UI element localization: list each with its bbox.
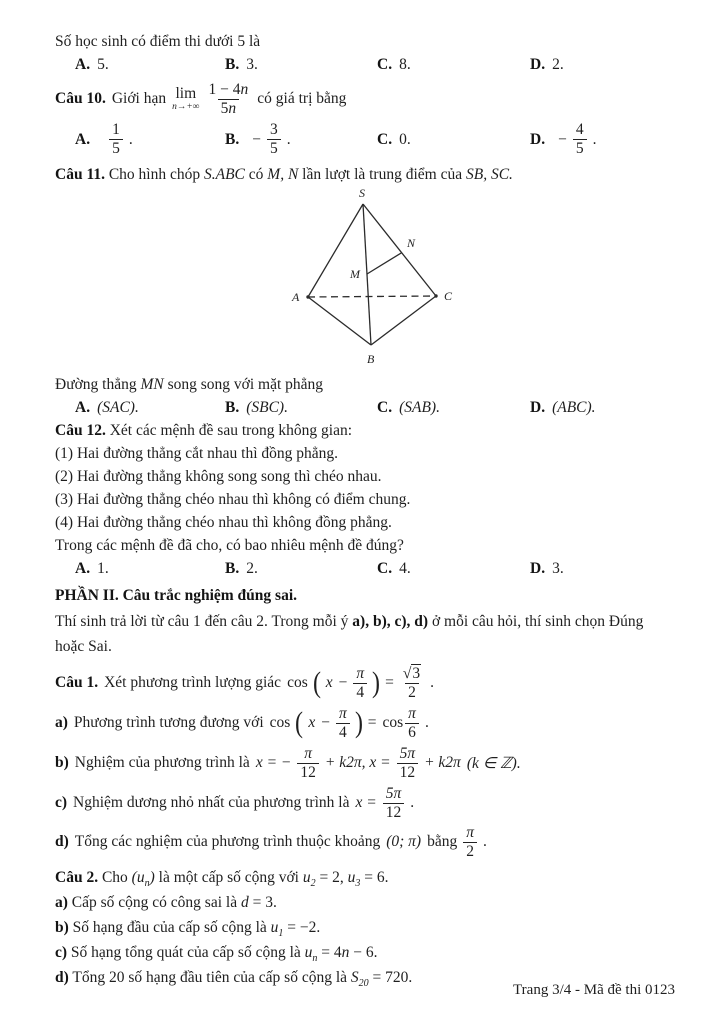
lim-word: lim [175, 84, 197, 102]
text-run: Tổng các nghiệm của phương trình thuộc khoảng [74, 833, 381, 850]
tail: . [410, 794, 415, 811]
limit-expression [172, 86, 199, 113]
option-value: 4. [399, 560, 411, 577]
fraction [397, 745, 419, 781]
cos-word: cos [269, 714, 291, 731]
q9-option-b [225, 53, 377, 76]
q11-option-a [75, 396, 225, 419]
math-var: MN [140, 376, 164, 393]
math-u2 [302, 869, 316, 890]
left-paren: ( [312, 666, 321, 699]
vertex-dot-C [434, 294, 437, 297]
c1-c [55, 783, 675, 823]
edge-SC [363, 204, 436, 296]
option-value: 3. [552, 560, 564, 577]
math-value: = 2, [319, 869, 344, 886]
q11-option-d [530, 396, 675, 419]
c1-a [55, 703, 675, 743]
fraction-denominator: 4 [353, 683, 367, 701]
math-u1 [270, 919, 284, 940]
option-value: 2. [246, 560, 258, 577]
q11-stem2 [55, 373, 675, 396]
fraction-denominator: 2 [463, 842, 477, 860]
fraction [463, 824, 477, 860]
math-var: n [341, 944, 350, 961]
option-letter: C. [377, 130, 393, 148]
fraction-denominator [218, 99, 240, 117]
option-value: 1. [97, 560, 109, 577]
label-A: A [292, 290, 300, 304]
label-N: N [407, 236, 416, 250]
pyramid-figure [287, 186, 457, 368]
item-label: b) [55, 754, 69, 771]
math-un [131, 869, 155, 890]
lim-subscript: n→+∞ [172, 102, 200, 112]
tail: . [592, 130, 597, 148]
right-paren: ) [354, 706, 363, 739]
cos-word: cos [287, 674, 308, 691]
math-text: u [270, 919, 279, 936]
fraction [573, 121, 587, 157]
text-run: Số hạng tổng quát của cấp số cộng là [70, 944, 301, 961]
math-text: u [347, 869, 356, 886]
option-letter: B. [225, 560, 240, 577]
pyramid-edges [308, 204, 436, 345]
math-expr: + k2π, x = [324, 754, 391, 771]
fraction [297, 745, 319, 781]
edge-AC-dashed [308, 296, 436, 297]
math-value: = 720. [372, 969, 413, 986]
fraction-denominator: 6 [405, 723, 419, 741]
part2-title [55, 584, 675, 607]
c2-a [55, 890, 675, 915]
math-var: x [325, 674, 333, 691]
fraction [353, 665, 367, 701]
math-text: = 4 [321, 944, 342, 961]
text-run: Đường thẳng [55, 376, 137, 393]
tail: . [424, 714, 429, 731]
math-expr: x = [355, 794, 377, 811]
edge-SB [363, 204, 371, 345]
option-letter: D. [530, 399, 546, 416]
math-text: ) [149, 869, 155, 886]
q9-stem: Số học sinh có điểm thi dưới 5 là [55, 33, 261, 50]
q9-option-a [75, 53, 225, 76]
c2-stem [55, 865, 675, 890]
subscript: n [312, 953, 318, 965]
option-value: 2. [552, 56, 564, 73]
q10-option-d [530, 120, 675, 158]
fraction-numerator: π [408, 705, 416, 723]
fraction [267, 121, 281, 157]
fraction-numerator: π [338, 705, 347, 723]
math-expr: (0; π) [386, 833, 422, 850]
c1-stem [55, 663, 675, 703]
text-run: có [248, 166, 264, 183]
q11-label: Câu 11. [55, 166, 105, 183]
q9-option-c [377, 53, 530, 76]
item-label: d) [55, 969, 69, 986]
text-run: Số hạng đầu của cấp số cộng là [72, 919, 267, 936]
fraction-numerator [400, 665, 424, 682]
math-expr: (k ∈ ℤ). [466, 754, 521, 772]
tail: . [128, 130, 133, 148]
subscript: 3 [355, 878, 361, 890]
equals-sign: = [367, 714, 377, 731]
option-letter: A. [75, 130, 91, 148]
label-S: S [359, 186, 365, 200]
figure-labels [291, 186, 453, 366]
option-letter: A. [75, 56, 91, 73]
fraction [400, 665, 424, 701]
q9-option-d [530, 53, 675, 76]
instr-bold: a), b), c), d) [352, 613, 429, 630]
text-run: là một cấp số cộng với [158, 869, 299, 886]
fraction [206, 81, 252, 117]
label-C: C [444, 289, 453, 303]
math-text: u [302, 869, 311, 886]
minus-sign: − [338, 674, 348, 691]
equals-sign: = [385, 674, 394, 691]
part2-title-text: PHẦN II. Câu trắc nghiệm đúng sai. [55, 587, 297, 604]
q10-options [55, 119, 675, 159]
q12-stem [55, 419, 675, 442]
option-letter: A. [75, 560, 91, 577]
fraction-numerator: π [356, 665, 365, 683]
item-label: c) [55, 944, 68, 961]
option-letter: C. [377, 399, 393, 416]
sign: − [558, 130, 567, 148]
fraction-denominator: 12 [383, 803, 405, 821]
item-label: a) [55, 894, 68, 911]
fraction-denominator: 5 [573, 139, 587, 157]
fraction-denominator: 4 [336, 723, 350, 741]
q12-option-a [75, 557, 225, 580]
option-letter: D. [530, 130, 546, 148]
radical-sign: √ [402, 665, 412, 683]
den-text: 5 [220, 99, 229, 117]
math-var: M, N [267, 166, 299, 183]
text-run: lần lượt là trung điểm của [302, 166, 463, 183]
option-value: (ABC). [552, 399, 596, 416]
item-label: c) [55, 794, 68, 811]
option-letter: C. [377, 56, 393, 73]
c2-b [55, 915, 675, 940]
q10-option-c [377, 128, 530, 151]
text-run: Xét phương trình lượng giác [104, 674, 282, 691]
option-value: (SAB). [399, 399, 440, 416]
fraction-numerator: π [304, 745, 312, 763]
text-run: Nghiệm dương nhỏ nhất của phương trình là [73, 794, 350, 811]
q12-label: Câu 12. [55, 422, 106, 439]
text-run: Cho hình chóp [108, 166, 201, 183]
math-s20 [350, 969, 369, 990]
c1-label: Câu 1. [55, 674, 99, 691]
option-letter: D. [530, 56, 546, 73]
label-B: B [367, 352, 375, 366]
q10-option-a [75, 120, 225, 158]
math-var: d [240, 894, 249, 911]
math-value: = −2. [287, 919, 321, 936]
math-var: SB, SC. [465, 166, 513, 183]
fraction-numerator: 5π [385, 785, 402, 803]
option-value: (SAC). [97, 399, 139, 416]
edge-SA [308, 204, 363, 297]
num-text: 1 − 4 [208, 81, 241, 99]
text-run: ở mỗi câu hỏi, thí sinh chọn Đúng hoặc Sai. [55, 613, 644, 655]
option-letter: B. [225, 399, 240, 416]
q11-options [55, 396, 675, 419]
math-text: u [304, 944, 313, 961]
option-letter: D. [530, 560, 546, 577]
text-run: Phương trình tương đương với [73, 714, 264, 731]
math-expr: x = − [255, 754, 292, 771]
fraction-denominator: 12 [297, 763, 319, 781]
c1-d [55, 823, 675, 861]
tail: . [430, 674, 435, 691]
text-run: Tổng 20 số hạng đầu tiên của cấp số cộng là [72, 969, 348, 986]
segment-MN [367, 253, 402, 275]
text-run: có giá trị bằng [257, 90, 347, 107]
page-footer: Trang 3/4 - Mã đề thi 0123 [513, 982, 675, 998]
subscript: 2 [310, 878, 316, 890]
minus-sign: − [321, 714, 330, 731]
q11-stem [55, 163, 675, 186]
math-var: x [308, 714, 316, 731]
text-run: song song với mặt phẳng [167, 376, 324, 393]
fraction-denominator: 2 [405, 683, 419, 701]
edge-BC [371, 296, 436, 345]
q10-label: Câu 10. [55, 90, 106, 107]
q12-item-3: (3) Hai đường thẳng chéo nhau thì không có điểm chung. [55, 491, 411, 508]
text-run: Xét các mệnh đề sau trong không gian: [109, 422, 353, 439]
item-label: d) [55, 833, 69, 850]
cos-word: cos [382, 714, 404, 731]
fraction-denominator: 5 [109, 139, 123, 157]
fraction [109, 121, 123, 157]
fraction-denominator: 5 [267, 139, 281, 157]
option-letter: C. [377, 560, 393, 577]
math-text: − 6. [353, 944, 378, 961]
fraction-numerator [206, 81, 252, 98]
c2-label: Câu 2. [55, 869, 99, 886]
sign: − [252, 130, 261, 148]
q12-item-1: (1) Hai đường thẳng cắt nhau thì đồng phẳng. [55, 445, 339, 462]
subscript: 20 [358, 978, 369, 990]
fraction [336, 705, 350, 741]
fraction-numerator: 1 [112, 121, 120, 139]
math-var: n [228, 99, 237, 117]
c1-b [55, 743, 675, 783]
fraction-numerator: 3 [269, 121, 278, 139]
q12-option-c [377, 557, 530, 580]
option-letter: B. [225, 130, 240, 148]
q10-stem [55, 79, 675, 119]
fraction-denominator: 12 [397, 763, 419, 781]
q12-option-b [225, 557, 377, 580]
math-var: S.ABC [204, 166, 245, 183]
math-value: = 3. [252, 894, 277, 911]
q10-option-b [225, 120, 377, 158]
q12-item-4: (4) Hai đường thẳng chéo nhau thì không đồng phẳng. [55, 514, 392, 531]
math-text: (u [131, 869, 145, 886]
option-value: 8. [399, 56, 411, 73]
tail: . [483, 833, 487, 850]
option-value: 5. [97, 56, 109, 73]
math-var: n [240, 81, 249, 99]
q9-options [55, 53, 675, 76]
option-value: (SBC). [246, 399, 288, 416]
q12-question: Trong các mệnh đề đã cho, có bao nhiêu mệnh đề đúng? [55, 537, 404, 554]
q12-option-d [530, 557, 675, 580]
vertex-dot-A [306, 295, 309, 298]
option-value: 0. [399, 130, 411, 148]
q12-options [55, 557, 675, 580]
fraction [405, 705, 419, 741]
option-value: 3. [246, 56, 258, 73]
right-paren: ) [372, 666, 381, 699]
option-letter: A. [75, 399, 91, 416]
text-run: Nghiệm của phương trình là [74, 754, 250, 771]
subscript: 1 [278, 928, 284, 940]
math-value: = 6. [364, 869, 389, 886]
part2-instruction [55, 609, 675, 659]
fraction-numerator: 5π [399, 745, 416, 763]
q12-item-2: (2) Hai đường thẳng không song song thì chéo nhau. [55, 468, 382, 485]
q11-option-c [377, 396, 530, 419]
item-label: a) [55, 714, 68, 731]
text-run: Cho [101, 869, 128, 886]
text-run: bằng [427, 833, 458, 850]
math-un [304, 944, 318, 965]
fraction [383, 785, 405, 821]
text-run: Cấp số cộng có công sai là [71, 894, 238, 911]
edge-AB [308, 297, 371, 345]
math-text: S [350, 969, 359, 986]
label-M: M [350, 267, 360, 281]
math-expr: + k2π [424, 754, 461, 771]
radicand: 3 [412, 665, 421, 683]
math-u3 [347, 869, 361, 890]
fraction-numerator: π [466, 824, 474, 842]
fraction-numerator: 4 [575, 121, 584, 139]
option-letter: B. [225, 56, 240, 73]
q11-option-b [225, 396, 377, 419]
c2-c [55, 940, 675, 965]
math-expr [321, 944, 377, 961]
text-run: Thí sinh trả lời từ câu 1 đến câu 2. Trong mỗi ý [55, 613, 349, 630]
tail: . [286, 130, 291, 148]
item-label: b) [55, 919, 69, 936]
left-paren: ( [295, 706, 304, 739]
text-run: Giới hạn [111, 90, 167, 107]
q11-figure-wrapper [287, 186, 675, 373]
subscript: n [144, 878, 150, 890]
